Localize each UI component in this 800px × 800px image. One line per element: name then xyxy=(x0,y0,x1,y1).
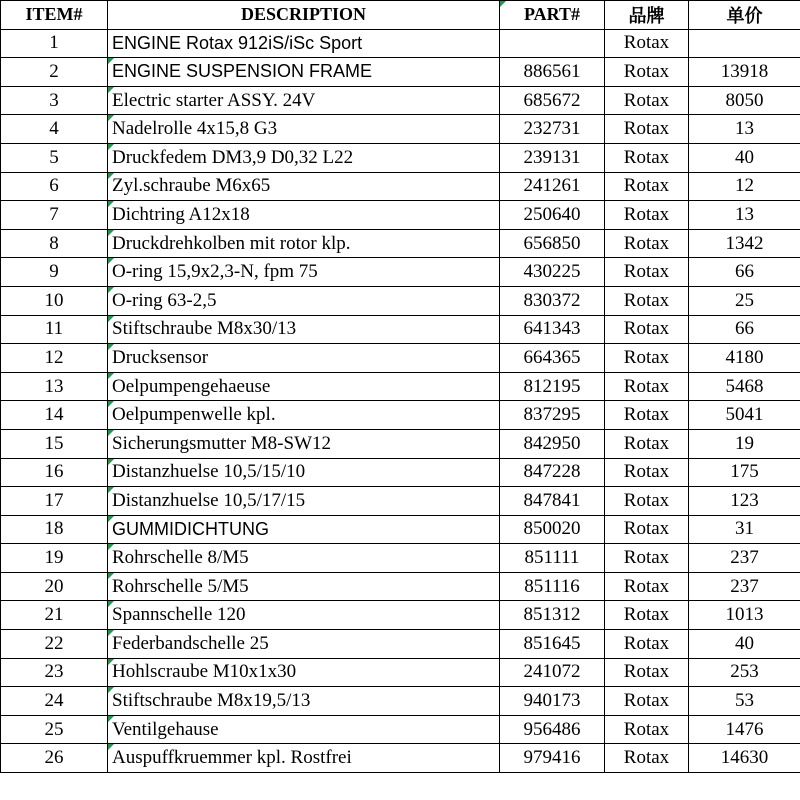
cell-item[interactable]: 14 xyxy=(1,401,108,430)
cell-part[interactable]: 851116 xyxy=(500,572,605,601)
table-row xyxy=(1,58,800,87)
cell-part[interactable]: 851111 xyxy=(500,544,605,573)
cell-item[interactable]: 22 xyxy=(1,630,108,659)
cell-description[interactable]: Druckfedem DM3,9 D0,32 L22 xyxy=(108,143,500,172)
cell-brand[interactable]: Rotax xyxy=(605,487,689,516)
cell-price[interactable]: 175 xyxy=(689,458,800,487)
cell-brand[interactable]: Rotax xyxy=(605,258,689,287)
table-row xyxy=(1,487,800,516)
cell-item[interactable]: 12 xyxy=(1,344,108,373)
cell-part[interactable]: 979416 xyxy=(500,744,605,773)
cell-item[interactable]: 18 xyxy=(1,515,108,544)
cell-part[interactable]: 850020 xyxy=(500,515,605,544)
cell-part[interactable]: 812195 xyxy=(500,372,605,401)
table-row xyxy=(1,229,800,258)
table-row xyxy=(1,258,800,287)
cell-item[interactable]: 23 xyxy=(1,658,108,687)
cell-brand[interactable]: Rotax xyxy=(605,201,689,230)
cell-price[interactable]: 5041 xyxy=(689,401,800,430)
header-row xyxy=(1,1,800,30)
table-row xyxy=(1,344,800,373)
cell-brand[interactable]: Rotax xyxy=(605,344,689,373)
cell-price[interactable]: 66 xyxy=(689,315,800,344)
cell-part[interactable]: 837295 xyxy=(500,401,605,430)
cell-price[interactable]: 8050 xyxy=(689,86,800,115)
cell-description[interactable]: Rohrschelle 8/M5 xyxy=(108,544,500,573)
cell-description[interactable]: Spannschelle 120 xyxy=(108,601,500,630)
cell-part[interactable]: 956486 xyxy=(500,715,605,744)
cell-price[interactable] xyxy=(689,29,800,58)
table-row xyxy=(1,315,800,344)
cell-brand[interactable]: Rotax xyxy=(605,658,689,687)
cell-price[interactable]: 66 xyxy=(689,258,800,287)
cell-price[interactable]: 13 xyxy=(689,201,800,230)
table-row xyxy=(1,601,800,630)
table-row xyxy=(1,515,800,544)
table-row xyxy=(1,744,800,773)
cell-part[interactable]: 842950 xyxy=(500,429,605,458)
cell-price[interactable]: 12 xyxy=(689,172,800,201)
cell-price[interactable]: 14630 xyxy=(689,744,800,773)
cell-part[interactable]: 232731 xyxy=(500,115,605,144)
cell-description[interactable]: Auspuffkruemmer kpl. Rostfrei xyxy=(108,744,500,773)
header-brand[interactable]: 品牌 xyxy=(605,1,689,30)
table-row xyxy=(1,86,800,115)
table-row xyxy=(1,115,800,144)
cell-price[interactable]: 31 xyxy=(689,515,800,544)
header-price[interactable]: 单价 xyxy=(689,1,800,30)
cell-brand[interactable]: Rotax xyxy=(605,687,689,716)
cell-description[interactable]: Stiftschraube M8x19,5/13 xyxy=(108,687,500,716)
cell-part[interactable]: 641343 xyxy=(500,315,605,344)
cell-part[interactable]: 851312 xyxy=(500,601,605,630)
cell-part[interactable]: 656850 xyxy=(500,229,605,258)
cell-item[interactable]: 19 xyxy=(1,544,108,573)
cell-item[interactable]: 3 xyxy=(1,86,108,115)
table-row xyxy=(1,201,800,230)
cell-price[interactable]: 13918 xyxy=(689,58,800,87)
cell-description[interactable]: Ventilgehause xyxy=(108,715,500,744)
cell-description[interactable]: Oelpumpenwelle kpl. xyxy=(108,401,500,430)
cell-description[interactable]: ENGINE Rotax 912iS/iSc Sport xyxy=(108,29,500,58)
cell-brand[interactable]: Rotax xyxy=(605,544,689,573)
cell-brand[interactable]: Rotax xyxy=(605,229,689,258)
cell-description[interactable]: O-ring 63-2,5 xyxy=(108,286,500,315)
cell-brand[interactable]: Rotax xyxy=(605,601,689,630)
table-row xyxy=(1,429,800,458)
cell-part[interactable]: 241261 xyxy=(500,172,605,201)
cell-price[interactable]: 237 xyxy=(689,572,800,601)
cell-item[interactable]: 15 xyxy=(1,429,108,458)
cell-part[interactable]: 940173 xyxy=(500,687,605,716)
cell-price[interactable]: 40 xyxy=(689,143,800,172)
cell-description[interactable]: Federbandschelle 25 xyxy=(108,630,500,659)
cell-description[interactable]: O-ring 15,9x2,3-N, fpm 75 xyxy=(108,258,500,287)
cell-price[interactable]: 4180 xyxy=(689,344,800,373)
cell-brand[interactable]: Rotax xyxy=(605,458,689,487)
cell-item[interactable]: 21 xyxy=(1,601,108,630)
cell-description[interactable]: Sicherungsmutter M8-SW12 xyxy=(108,429,500,458)
cell-item[interactable]: 17 xyxy=(1,487,108,516)
cell-item[interactable]: 24 xyxy=(1,687,108,716)
cell-price[interactable]: 13 xyxy=(689,115,800,144)
cell-price[interactable]: 40 xyxy=(689,630,800,659)
cell-description[interactable]: GUMMIDICHTUNG xyxy=(108,515,500,544)
table-row xyxy=(1,372,800,401)
cell-description[interactable]: Distanzhuelse 10,5/17/15 xyxy=(108,487,500,516)
cell-item[interactable]: 5 xyxy=(1,143,108,172)
cell-description[interactable]: Electric starter ASSY. 24V xyxy=(108,86,500,115)
cell-brand[interactable]: Rotax xyxy=(605,115,689,144)
cell-price[interactable]: 25 xyxy=(689,286,800,315)
table-row xyxy=(1,715,800,744)
cell-description[interactable]: Dichtring A12x18 xyxy=(108,201,500,230)
cell-description[interactable]: ENGINE SUSPENSION FRAME xyxy=(108,58,500,87)
cell-part[interactable]: 241072 xyxy=(500,658,605,687)
cell-description[interactable]: Drucksensor xyxy=(108,344,500,373)
cell-price[interactable]: 1013 xyxy=(689,601,800,630)
header-description[interactable]: DESCRIPTION xyxy=(108,1,500,30)
cell-item[interactable]: 9 xyxy=(1,258,108,287)
cell-item[interactable]: 4 xyxy=(1,115,108,144)
table-row xyxy=(1,172,800,201)
cell-item[interactable]: 1 xyxy=(1,29,108,58)
cell-description[interactable]: Rohrschelle 5/M5 xyxy=(108,572,500,601)
cell-price[interactable]: 5468 xyxy=(689,372,800,401)
cell-part[interactable]: 685672 xyxy=(500,86,605,115)
cell-price[interactable]: 253 xyxy=(689,658,800,687)
cell-price[interactable]: 123 xyxy=(689,487,800,516)
cell-item[interactable]: 25 xyxy=(1,715,108,744)
table-row xyxy=(1,572,800,601)
cell-part[interactable]: 250640 xyxy=(500,201,605,230)
table-row xyxy=(1,630,800,659)
cell-part[interactable]: 239131 xyxy=(500,143,605,172)
cell-description[interactable]: Stiftschraube M8x30/13 xyxy=(108,315,500,344)
cell-price[interactable]: 1342 xyxy=(689,229,800,258)
cell-brand[interactable]: Rotax xyxy=(605,315,689,344)
cell-item[interactable]: 13 xyxy=(1,372,108,401)
cell-price[interactable]: 237 xyxy=(689,544,800,573)
cell-brand[interactable]: Rotax xyxy=(605,143,689,172)
cell-brand[interactable]: Rotax xyxy=(605,515,689,544)
cell-brand[interactable]: Rotax xyxy=(605,630,689,659)
table-row xyxy=(1,658,800,687)
cell-brand[interactable]: Rotax xyxy=(605,286,689,315)
cell-item[interactable]: 2 xyxy=(1,58,108,87)
cell-item[interactable]: 26 xyxy=(1,744,108,773)
table-row xyxy=(1,544,800,573)
cell-part[interactable]: 847841 xyxy=(500,487,605,516)
table-row xyxy=(1,29,800,58)
cell-brand[interactable]: Rotax xyxy=(605,372,689,401)
cell-item[interactable]: 16 xyxy=(1,458,108,487)
cell-item[interactable]: 8 xyxy=(1,229,108,258)
cell-brand[interactable]: Rotax xyxy=(605,29,689,58)
cell-description[interactable]: Zyl.schraube M6x65 xyxy=(108,172,500,201)
cell-part[interactable]: 430225 xyxy=(500,258,605,287)
cell-part[interactable]: 886561 xyxy=(500,58,605,87)
cell-description[interactable]: Nadelrolle 4x15,8 G3 xyxy=(108,115,500,144)
cell-description[interactable]: Hohlscraube M10x1x30 xyxy=(108,658,500,687)
cell-brand[interactable]: Rotax xyxy=(605,572,689,601)
cell-item[interactable]: 11 xyxy=(1,315,108,344)
cell-item[interactable]: 7 xyxy=(1,201,108,230)
cell-part[interactable] xyxy=(500,29,605,58)
cell-description[interactable]: Oelpumpengehaeuse xyxy=(108,372,500,401)
cell-description[interactable]: Distanzhuelse 10,5/15/10 xyxy=(108,458,500,487)
table-row xyxy=(1,458,800,487)
cell-part[interactable]: 851645 xyxy=(500,630,605,659)
cell-item[interactable]: 6 xyxy=(1,172,108,201)
cell-brand[interactable]: Rotax xyxy=(605,58,689,87)
header-item[interactable]: ITEM# xyxy=(1,1,108,30)
cell-item[interactable]: 20 xyxy=(1,572,108,601)
cell-price[interactable]: 19 xyxy=(689,429,800,458)
cell-price[interactable]: 53 xyxy=(689,687,800,716)
cell-part[interactable]: 664365 xyxy=(500,344,605,373)
cell-brand[interactable]: Rotax xyxy=(605,86,689,115)
cell-description[interactable]: Druckdrehkolben mit rotor klp. xyxy=(108,229,500,258)
cell-part[interactable]: 830372 xyxy=(500,286,605,315)
cell-item[interactable]: 10 xyxy=(1,286,108,315)
cell-brand[interactable]: Rotax xyxy=(605,715,689,744)
cell-part[interactable]: 847228 xyxy=(500,458,605,487)
cell-price[interactable]: 1476 xyxy=(689,715,800,744)
cell-brand[interactable]: Rotax xyxy=(605,401,689,430)
cell-brand[interactable]: Rotax xyxy=(605,744,689,773)
cell-brand[interactable]: Rotax xyxy=(605,172,689,201)
table-row xyxy=(1,401,800,430)
table-row xyxy=(1,143,800,172)
header-part[interactable]: PART# xyxy=(500,1,605,30)
table-row xyxy=(1,286,800,315)
table-row xyxy=(1,687,800,716)
cell-brand[interactable]: Rotax xyxy=(605,429,689,458)
